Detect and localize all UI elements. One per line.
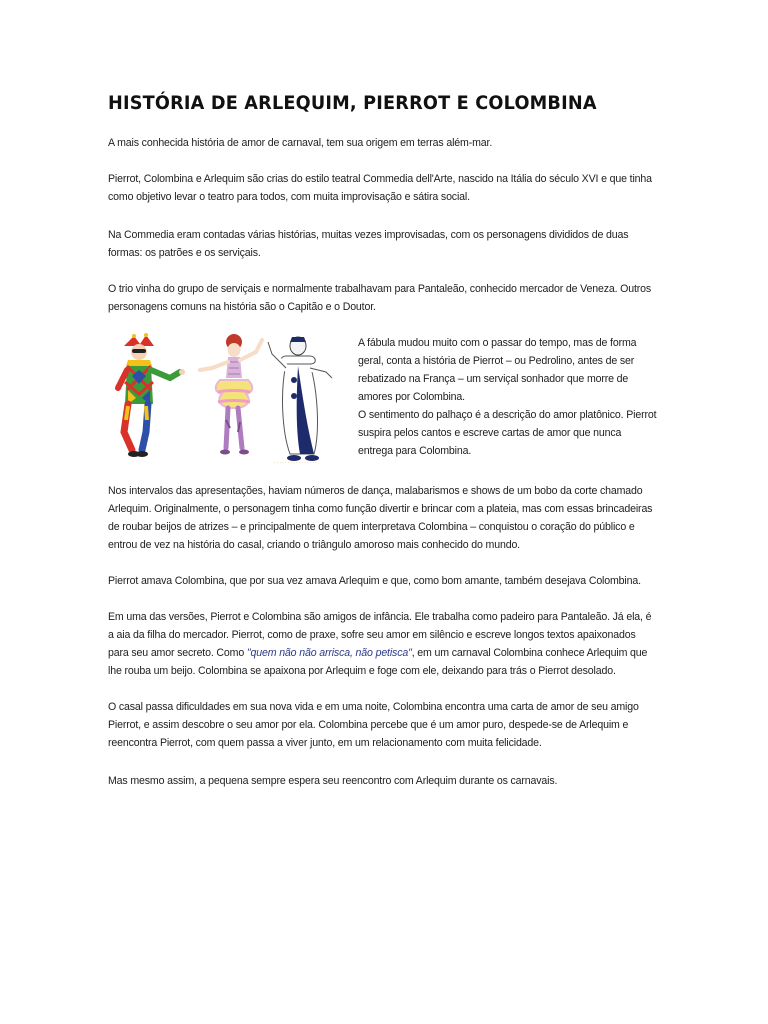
trio-paragraph: O trio vinha do grupo de serviçais e normalmente trabalhavam para Pantaleão, conhecido mercador de Veneza. Outros personagens comuns na história são o Capitão e o Doutor. xyxy=(108,283,652,313)
arlequim-figure xyxy=(118,333,185,457)
version-text-end: , em um carnaval Colombina conhece Arlequim que lhe rouba um beijo. Colombina se apaixona por Arlequim e foge com ele, deixando para trás o Pierrot desolado. xyxy=(108,647,648,677)
platonic-love-paragraph: O sentimento do palhaço é a descrição do amor platônico. Pierrot suspira pelos cantos e escreve cartas de amor que nunca entrega para Colombina. xyxy=(358,409,657,457)
pierrot-figure xyxy=(268,337,332,461)
image-credit-mark: · · · · · · · · · · · · · · · · xyxy=(274,460,317,465)
love-triangle-paragraph: Pierrot amava Colombina, que por sua vez amava Arlequim e que, como bom amante, também desejava Colombina. xyxy=(108,575,641,587)
colombina-figure xyxy=(200,334,262,455)
arlequim-paragraph: Nos intervalos das apresentações, haviam números de dança, malabarismos e shows de um bobo da corte chamado Arlequim. Originalmente, o personagem tinha como função divertir e brincar com a plateia, mas com essas brincadeiras de roubar beijos de atrizes – e principalmente de quem interpretava Colombina – conquistou o coração do público e entrou de vez na história do casal, criando o triângulo amoroso mais conhecido do mundo. xyxy=(108,485,653,551)
closing-paragraph: Mas mesmo assim, a pequena sempre espera seu reencontro com Arlequim durante os carnavais. xyxy=(108,775,558,787)
intro-paragraph: A mais conhecida história de amor de carnaval, tem sua origem em terras além-mar. xyxy=(108,137,493,149)
proverb-quote: "quem não não arrisca, não petisca" xyxy=(246,647,412,659)
page-title: HISTÓRIA DE ARLEQUIM, PIERROT E COLOMBINA xyxy=(108,92,597,114)
origin-paragraph: Pierrot, Colombina e Arlequim são crias do estilo teatral Commedia dell'Arte, nascido na Itália do século XVI e que tinha como objetivo levar o teatro para todos, com muita improvisação e sátira social. xyxy=(108,173,652,203)
fable-paragraph: A fábula mudou muito com o passar do tempo, mas de forma geral, conta a história de Pierrot – ou Pedrolino, antes de ser rebatizado na França – um serviçal sonhador que morre de amores por Colombina. xyxy=(358,337,637,403)
version-text-start: Em uma das versões, Pierrot e Colombina são amigos de infância. Ele trabalha como padeiro para Pantaleão. Já ela, é a aia da filha do mercador. Pierrot, como de praxe, sofre seu amor em silêncio e escreve longos textos apaixonados para seu amor secreto. Como xyxy=(108,611,652,659)
couple-paragraph: O casal passa dificuldades em sua nova vida e em uma noite, Colombina encontra uma carta de amor de seu amigo Pierrot, e assim descobre o seu amor por ela. Colombina percebe que é um amor puro, despede-se de Arlequim e reencontra Pierrot, com quem passa a viver junto, em um relacionamento com muita felicidade. xyxy=(108,701,639,749)
commedia-paragraph: Na Commedia eram contadas várias histórias, muitas vezes improvisadas, com os personagens divididos de duas formas: os patrões e os serviçais. xyxy=(108,229,629,259)
arlequim-colombina-pierrot-icon xyxy=(110,332,348,472)
characters-illustration xyxy=(110,332,348,472)
version-paragraph xyxy=(108,608,656,680)
